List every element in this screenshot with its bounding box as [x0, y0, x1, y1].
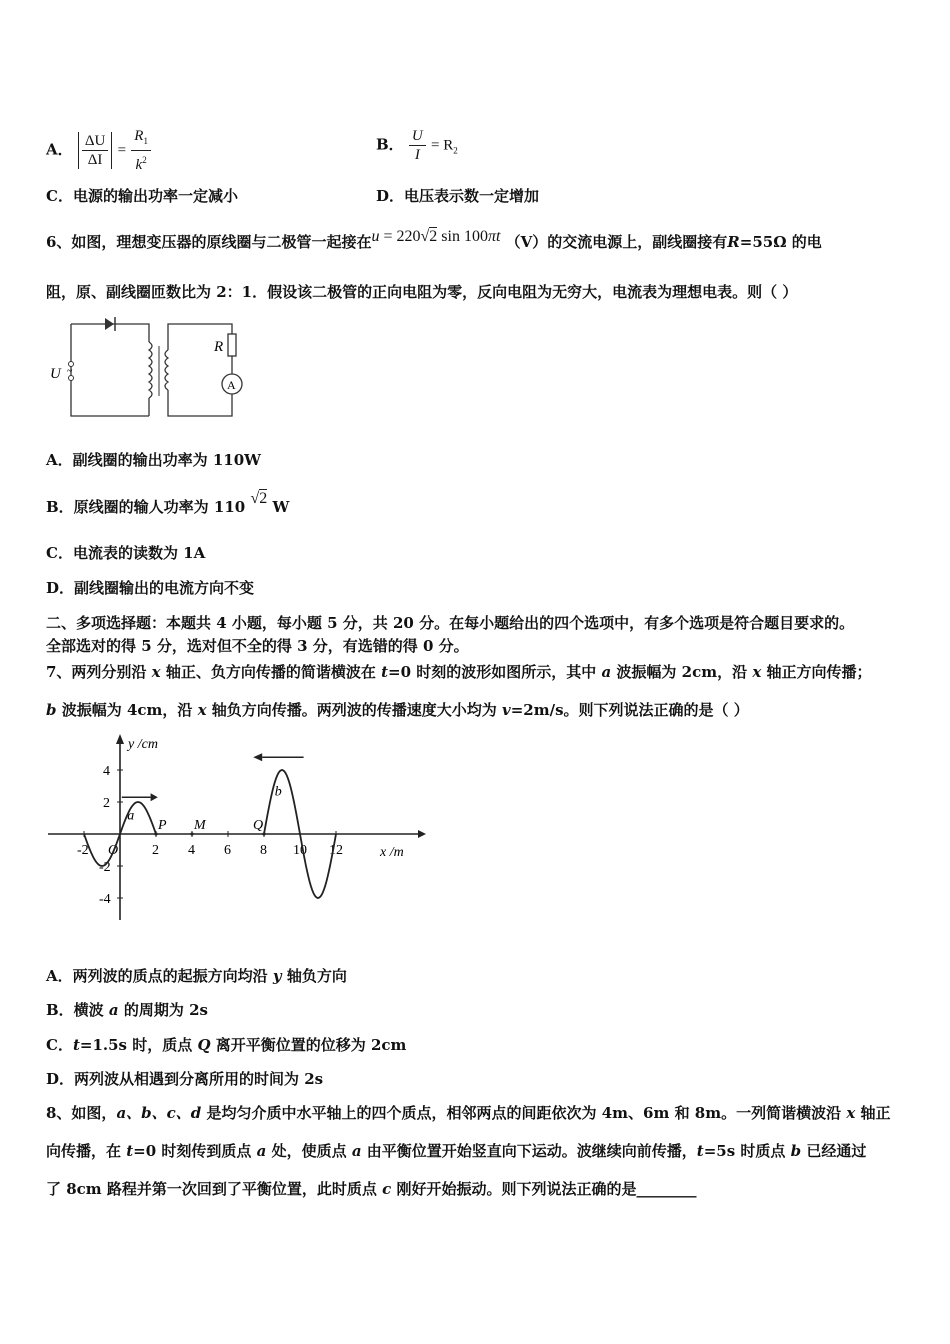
- q8-stem-line2: 向传播，在 t=0 时刻传到质点 a 处，使质点 a 由平衡位置开始竖直向下运动。波继续向前传播，t=5s 时质点 b 已经通过: [46, 1142, 867, 1160]
- x-tick-label: 4: [188, 843, 195, 858]
- point-P-label: P: [158, 818, 167, 833]
- secondary-coil: [165, 350, 168, 390]
- q6-option-c[interactable]: C．电流表的读数为 1A: [46, 544, 206, 562]
- secondary-wire-bottom: [168, 390, 232, 416]
- y-tick-label: 4: [103, 764, 110, 779]
- point-M-label: M: [194, 818, 206, 833]
- x-tick-label: 6: [224, 843, 231, 858]
- wave-b-arrow-head: [253, 753, 262, 761]
- y-tick-label: -4: [99, 892, 111, 907]
- wave-a-label: a: [127, 808, 135, 824]
- q6-option-d[interactable]: D．副线圈输出的电流方向不变: [46, 579, 255, 597]
- q5-option-b[interactable]: B． $\frac{U}{I}$ = $R_2$: [376, 128, 458, 163]
- x-axis-arrow: [418, 830, 426, 838]
- point-Q-label: Q: [253, 818, 264, 833]
- primary-wire: [71, 324, 149, 416]
- source-label-u: U: [50, 366, 61, 382]
- y-tick-label: -2: [99, 860, 111, 875]
- q7-option-a[interactable]: A．两列波的质点的起振方向均沿 y 轴负方向: [46, 967, 347, 985]
- transformer-circuit-figure: [46, 312, 256, 422]
- sqrt-two: √2: [250, 490, 268, 507]
- resistor: [228, 334, 236, 356]
- x-tick-label: 8: [260, 843, 267, 858]
- option-label: A．: [46, 140, 73, 159]
- resistor-label: R: [214, 339, 224, 355]
- abs-value-bars: $\frac{\Delta U}{\Delta I}$: [78, 132, 112, 169]
- y-axis-label: y /cm: [128, 737, 158, 752]
- q5-option-a[interactable]: A． $\frac{\Delta U}{\Delta I}$ = $\frac{R_1}{k^2}$: [46, 127, 151, 174]
- q6-stem-line2: 阻，原、副线圈匝数比为 2：1．假设该二极管的正向电阻为零，反向电阻为无穷大，电流表为理想电表。则（ ）: [46, 283, 798, 301]
- wave-chart: [0, 730, 440, 930]
- y-tick-label: 2: [103, 796, 110, 811]
- diode-icon: [105, 318, 114, 330]
- primary-wire-top: [71, 324, 149, 342]
- y-axis-arrow: [116, 734, 124, 744]
- q8-stem-line3: 了 8cm 路程并第一次回到了平衡位置，此时质点 c 刚好开始振动。则下列说法正确的是________: [46, 1180, 697, 1198]
- q7-option-d[interactable]: D．两列波从相遇到分离所用的时间为 2s: [46, 1070, 324, 1088]
- x-tick-label: -2: [77, 843, 89, 858]
- q6-stem-line1: 6、如图，理想变压器的原线圈与二极管一起接在u = 220√2 sin 100πt （V）的交流电源上，副线圈接有R=55Ω 的电: [46, 228, 822, 251]
- q7-stem-line1: 7、两列分别沿 x 轴正、负方向传播的简谐横波在 t=0 时刻的波形如图所示，其中 a 波振幅为 2cm，沿 x 轴正方向传播；: [46, 663, 872, 681]
- x-tick-label: 2: [152, 843, 159, 858]
- option-label: B．: [376, 135, 404, 154]
- section2-header-line2: 全部选对的得 5 分，选对但不全的得 3 分，有选错的得 0 分。: [46, 637, 469, 655]
- x-tick-label: 12: [329, 843, 343, 858]
- x-tick-label: O: [108, 843, 119, 858]
- wave-b-label: b: [274, 784, 282, 800]
- primary-coil: [149, 342, 152, 398]
- section2-header-line1: 二、多项选择题：本题共 4 小题，每小题 5 分，共 20 分。在每小题给出的四个选项中，有多个选项是符合题目要求的。: [46, 614, 855, 632]
- q5-option-d[interactable]: D．电压表示数一定增加: [376, 187, 540, 205]
- q7-option-b[interactable]: B．横波 a 的周期为 2s: [46, 1001, 208, 1019]
- q6-option-a[interactable]: A．副线圈的输出功率为 110W: [46, 451, 262, 469]
- q8-stem-line1: 8、如图，a、b、c、d 是均匀介质中水平轴上的四个质点，相邻两点的间距依次为 4m、6m 和 8m。一列简谐横波沿 x 轴正: [46, 1104, 891, 1122]
- q7-stem-line2: b 波振幅为 4cm，沿 x 轴负方向传播。两列波的传播速度大小均为 v=2m/s。则下列说法正确的是（ ）: [46, 701, 749, 719]
- x-axis-label: x /m: [380, 845, 404, 860]
- wave-a-arrow-head: [151, 793, 158, 801]
- q5-option-c[interactable]: C．电源的输出功率一定减小: [46, 187, 238, 205]
- q6-formula: u = 220√2 sin 100πt: [371, 228, 501, 245]
- q6-option-b[interactable]: B．原线圈的输人功率为 110 √2 W: [46, 490, 290, 516]
- x-tick-label: 10: [293, 843, 307, 858]
- ac-symbol: ~: [67, 366, 73, 377]
- q7-option-c[interactable]: C．t=1.5s 时，质点 Q 离开平衡位置的位移为 2cm: [46, 1036, 407, 1054]
- ammeter-label: A: [227, 378, 236, 392]
